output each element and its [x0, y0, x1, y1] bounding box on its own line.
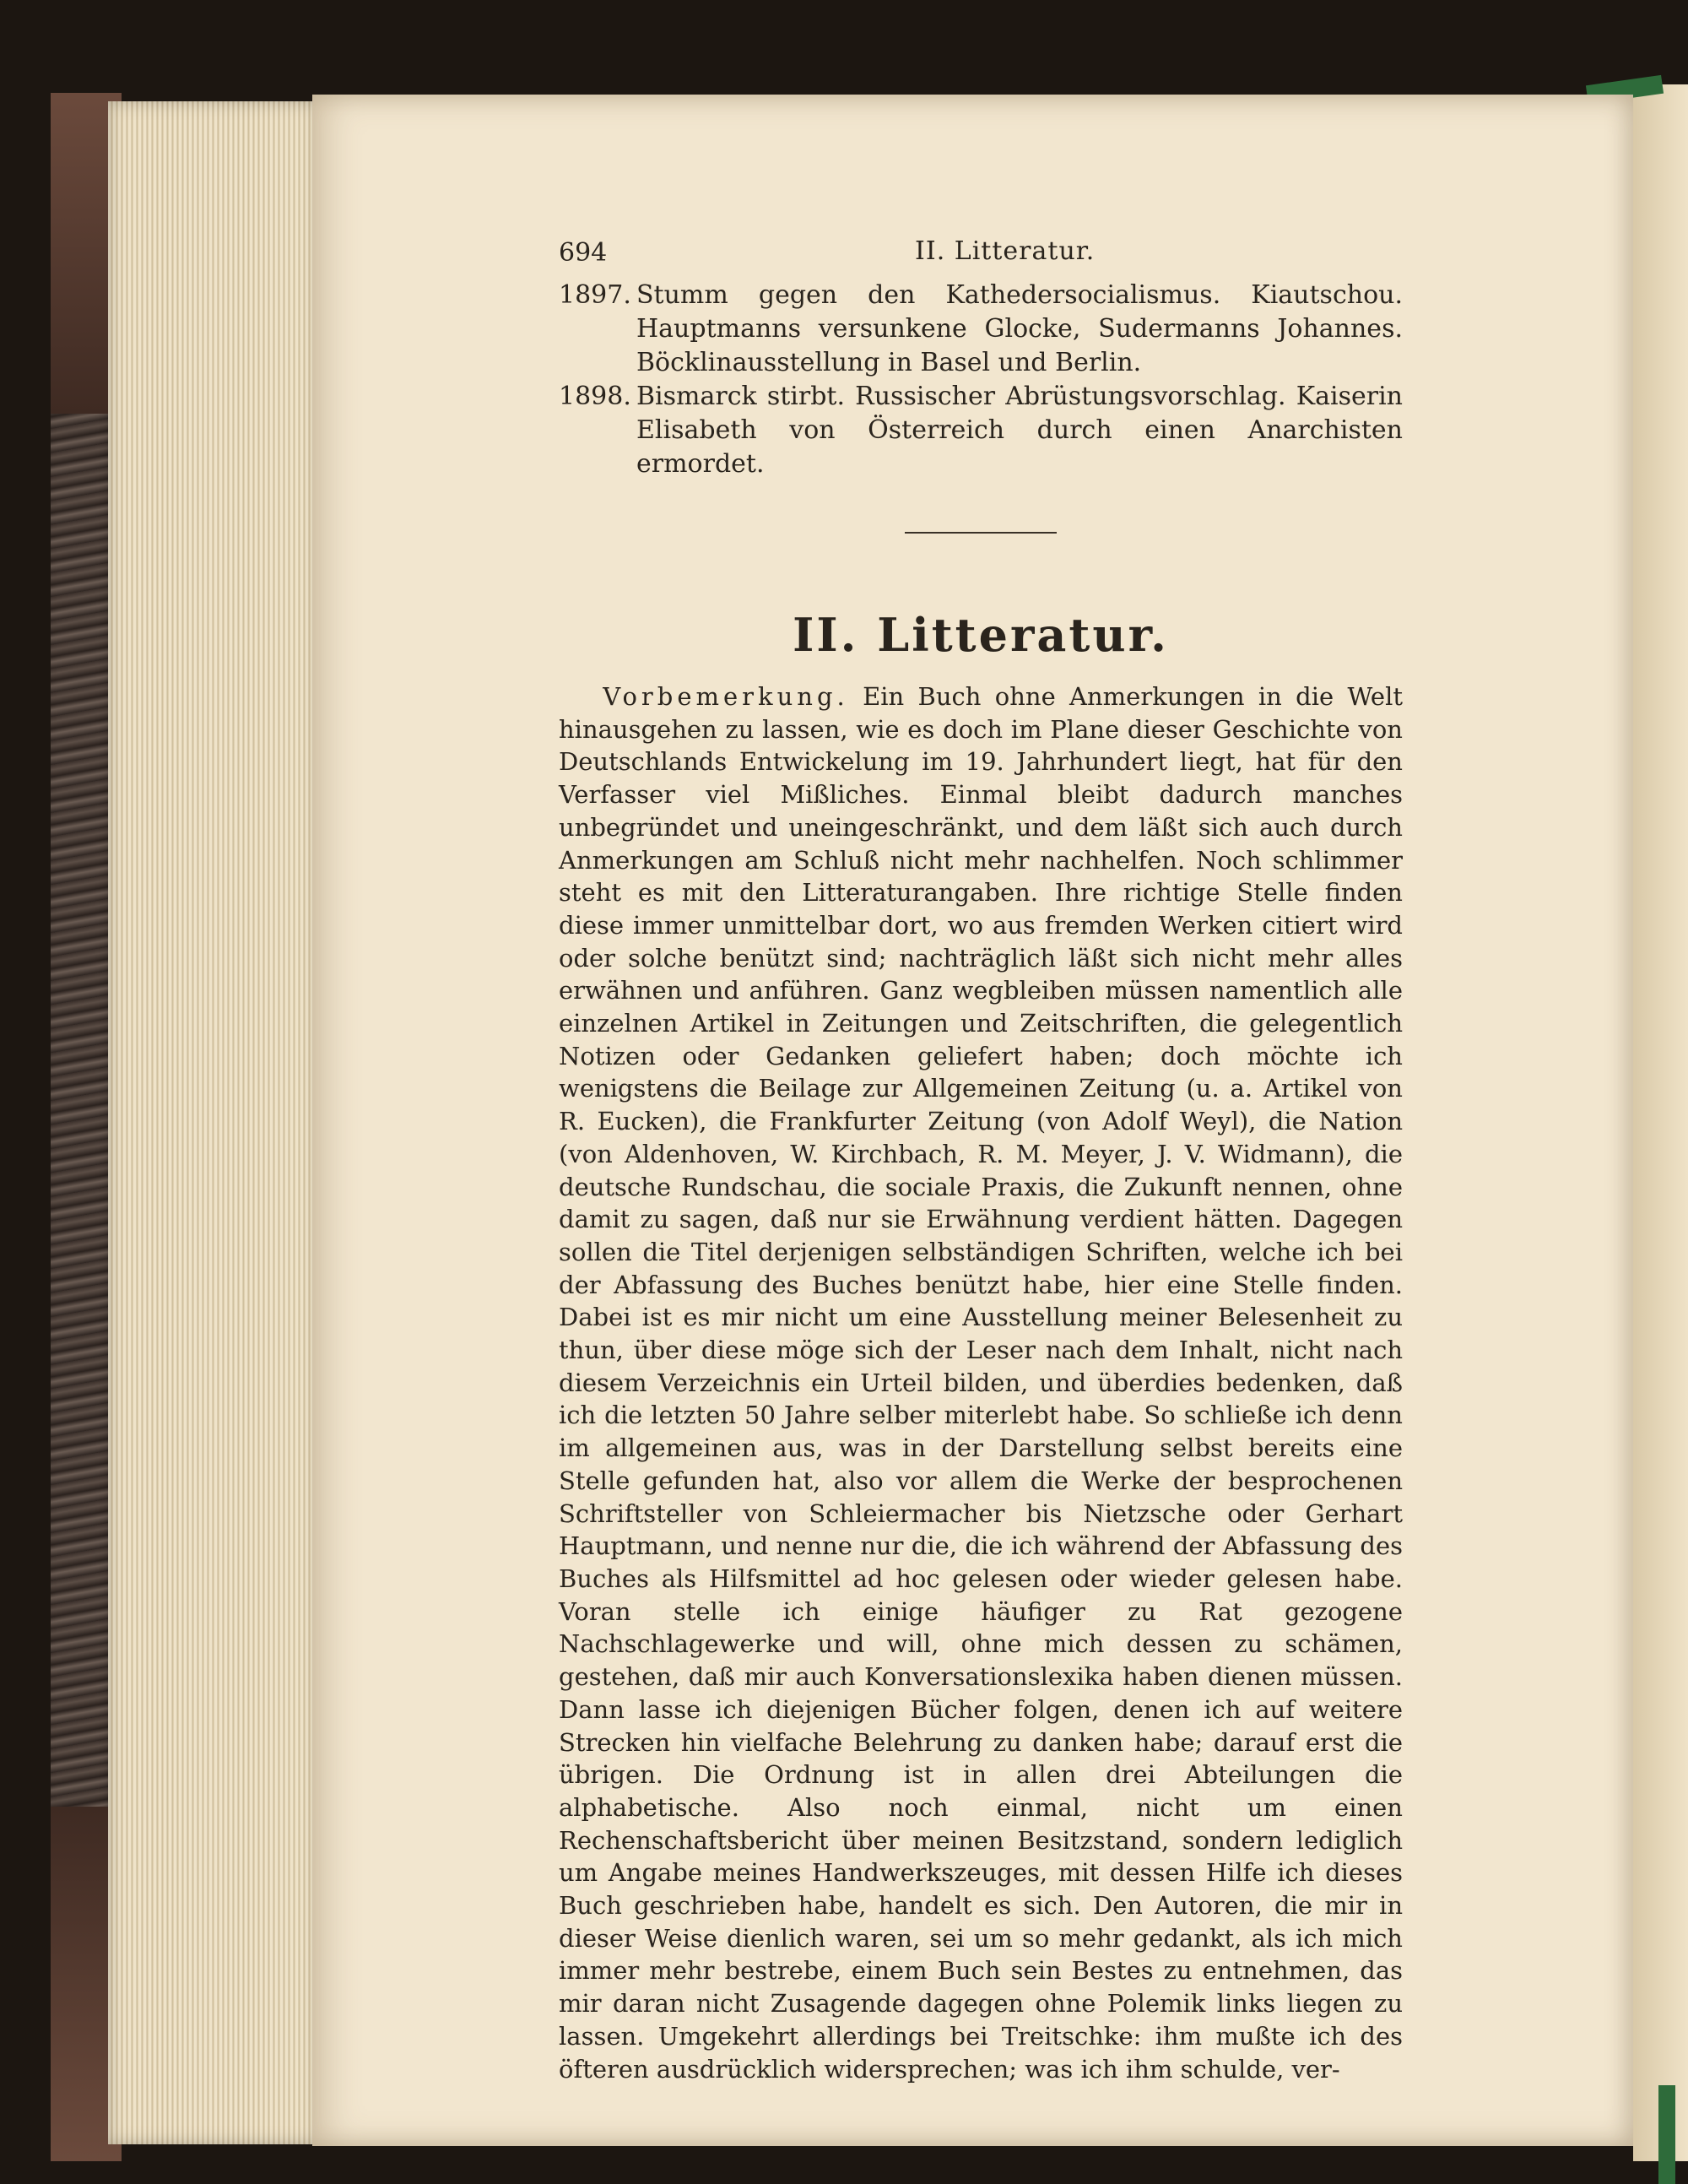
chronology-list — [559, 279, 1403, 481]
section-divider — [905, 532, 1057, 534]
bookmark-ribbon-bottom — [1658, 2085, 1675, 2184]
facing-page-edge — [1633, 84, 1688, 2161]
running-head-title: II. Litteratur. — [915, 236, 1096, 266]
page-edges — [108, 101, 319, 2144]
lead-word: Vorbemerkung. — [603, 682, 849, 711]
chronology-entry — [559, 380, 1403, 481]
body-paragraph — [559, 680, 1403, 2085]
chronology-entry — [559, 279, 1403, 380]
chronology-text: Stumm gegen den Kathedersocialismus. Kiautschou. Hauptmanns versunkene Glocke, Sudermanns Johannes. Böcklinausstellung in Basel und Berlin. — [636, 280, 1403, 377]
chronology-text: Bismarck stirbt. Russischer Abrüstungsvorschlag. Kaiserin Elisabeth von Österreich durch einen Anarchisten ermordet. — [636, 382, 1403, 479]
chronology-year: 1897. — [559, 280, 631, 310]
section-heading: II. Litteratur. — [793, 608, 1169, 662]
running-head — [559, 228, 1403, 279]
page-number: 694 — [559, 238, 608, 268]
chronology-year: 1898. — [559, 382, 631, 411]
body-text: Ein Buch ohne Anmerkungen in die Welt hinausgehen zu lassen, wie es doch im Plane dieser Geschichte von Deutschlands Entwickelung im 19. Jahrhundert liegt, hat für den Verfasser viel Mißliches. Einmal bleibt dadurch manches unbegründet und uneingeschränkt, und dem läßt sich auch durch Anmerkungen am Schluß nicht mehr nachhelfen. Noch schlimmer steht es mit den Litteraturangaben. Ihre richtige Stelle finden diese immer unmittelbar dort, wo aus fremden Werken citiert wird oder solche benützt sind; nachträglich läßt sich nicht mehr alles erwähnen und anführen. Ganz wegbleiben müssen namentlich alle einzelnen Artikel in Zeitungen und Zeitschriften, die gelegentlich Notizen oder Gedanken geliefert haben; doch möchte ich wenigstens die Beilage zur Allgemeinen Zeitung (u. a. Artikel von R. Eucken), die Frankfurter Zeitung (von Adolf Weyl), die Nation (von Aldenhoven, W. Kirchbach, R. M. Meyer, J. V. Widmann), die deutsche Rundschau, die sociale Praxis, die Zukunft nennen, ohne damit zu sagen, daß nur sie Erwähnung verdient hätten. Dagegen sollen die Titel derjenigen selbständigen Schriften, welche ich bei der Abfassung des Buches benützt habe, hier eine Stelle finden. Dabei ist es mir nicht um eine Ausstellung meiner Belesenheit zu thun, über diese möge sich der Leser nach dem Inhalt, nicht nach diesem Verzeichnis ein Urteil bilden, und überdies bedenken, daß ich die letzten 50 Jahre selber miterlebt habe. So schließe ich denn im allgemeinen aus, was in der Darstellung selbst bereits eine Stelle gefunden hat, also vor allem die Werke der besprochenen Schriftsteller von Schleiermacher bis Nietzsche oder Gerhart Hauptmann, und nenne nur die, die ich während der Abfassung des Buches als Hilfsmittel ad hoc gelesen oder wieder gelesen habe. Voran stelle ich einige häufiger zu Rat gezogene Nachschlagewerke und will, ohne mich dessen zu schämen, gestehen, daß mir auch Konversationslexika haben dienen müssen. Dann lasse ich diejenigen Bücher folgen, denen ich auf weitere Strecken hin vielfache Belehrung zu danken habe; darauf erst die übrigen. Die Ordnung ist in allen drei Abteilungen die alphabetische. Also noch einmal, nicht um einen Rechenschaftsbericht über meinen Besitzstand, sondern lediglich um Angabe meines Handwerkszeuges, mit dessen Hilfe ich dieses Buch geschrieben habe, handelt es sich. Den Autoren, die mir in dieser Weise dienlich waren, sei um so mehr gedankt, als ich mich immer mehr bestrebe, einem Buch sein Bestes zu entnehmen, das mir daran nicht Zusagende dagegen ohne Polemik links liegen zu lassen. Umgekehrt allerdings bei Treitschke: ihm mußte ich des öfteren ausdrücklich widersprechen; was ich ihm schulde, ver- — [559, 682, 1403, 2084]
page-text-block — [559, 228, 1403, 2110]
